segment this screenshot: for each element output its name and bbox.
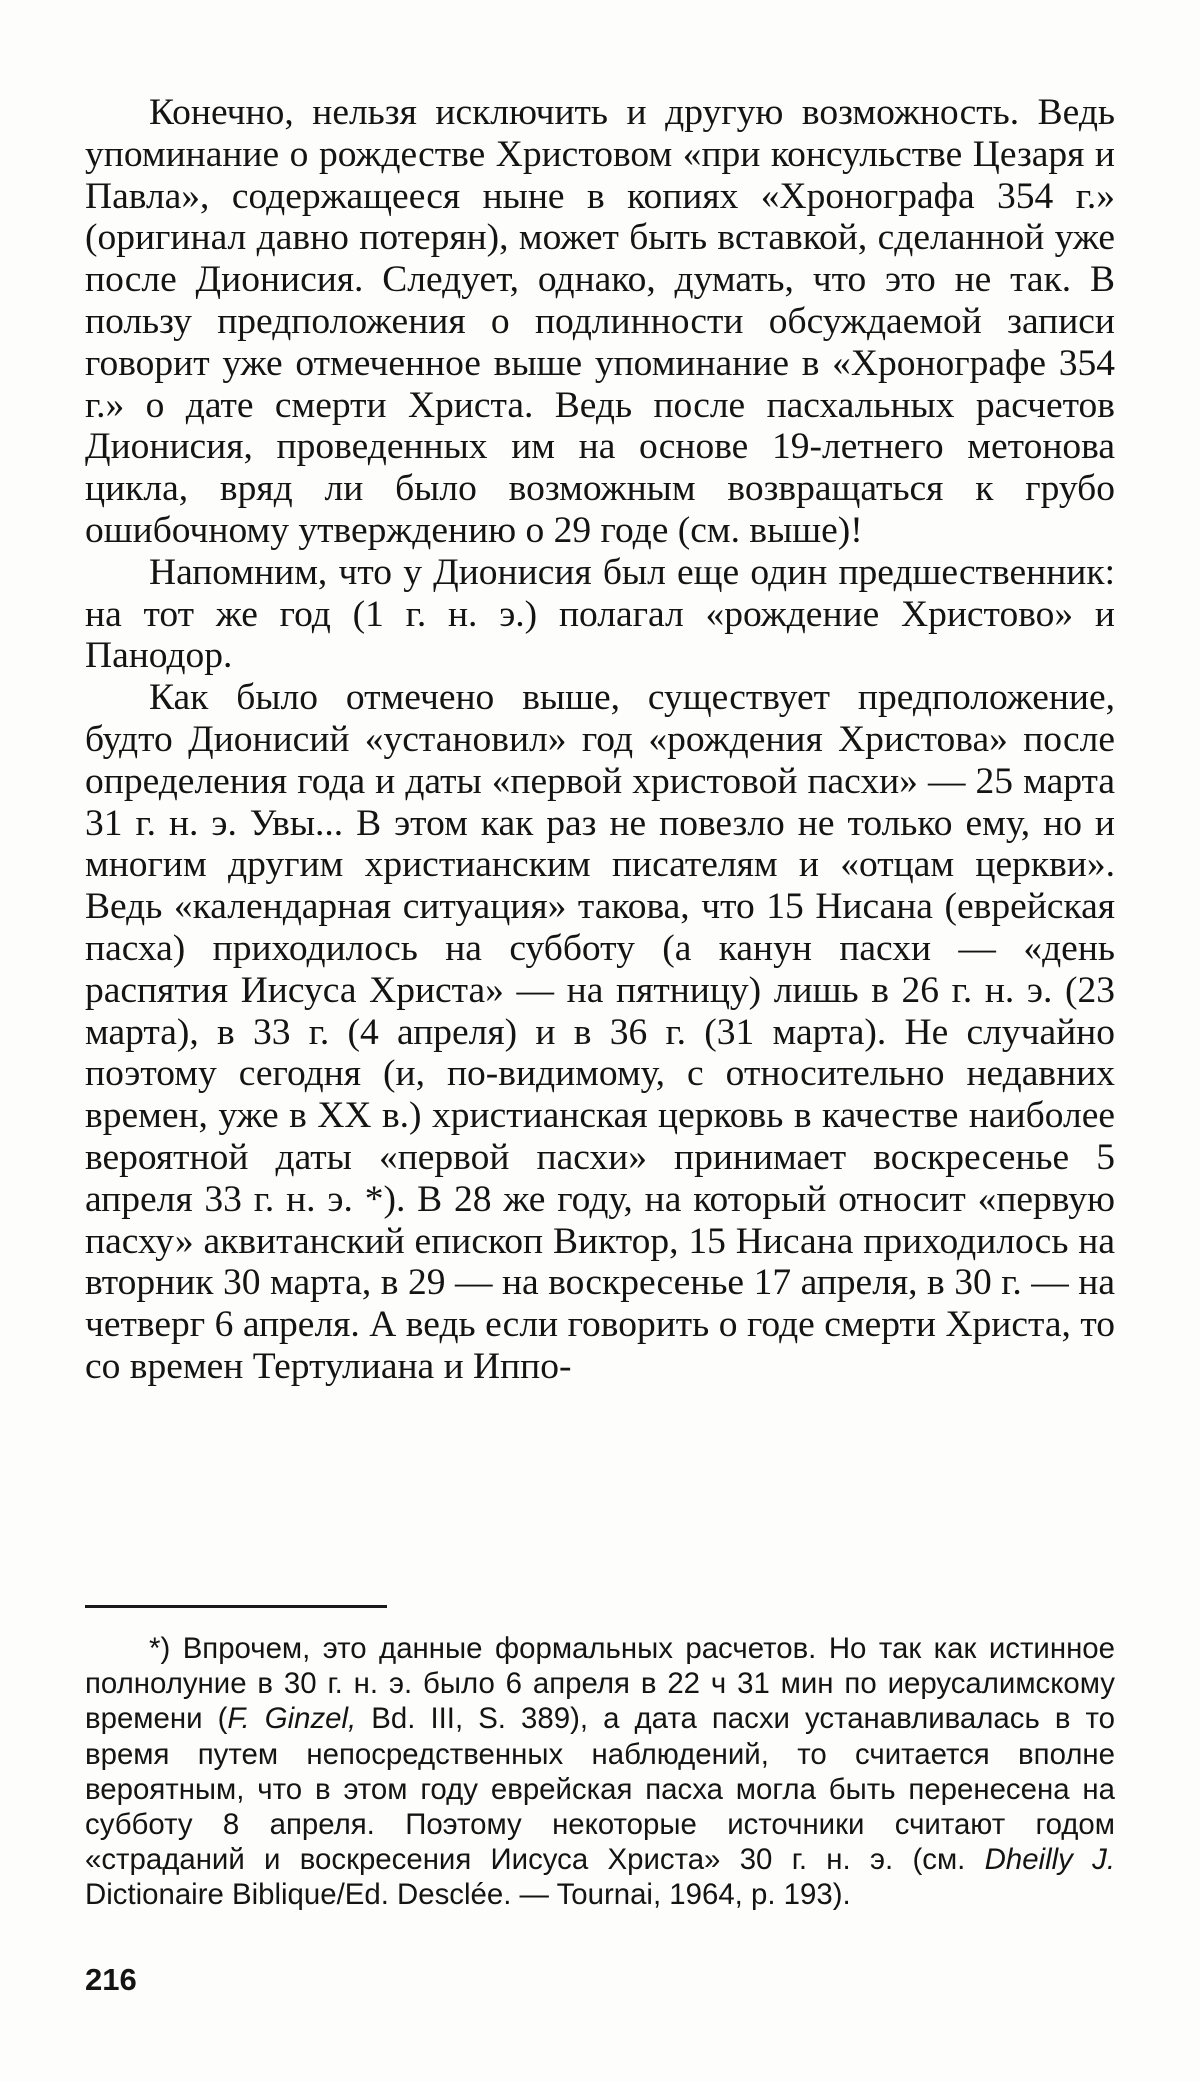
footnote-citation-author-2: Dheilly J. bbox=[984, 1843, 1115, 1877]
footnote-text-1: *) Впрочем, это данные формальных расчетов. Но так как истинное полнолуние в 30 г. н. э. было 6 апреля в 22 ч 31 мин по иерусалимскому времени ( bbox=[85, 1632, 1115, 1736]
page-number: 216 bbox=[85, 1962, 137, 1997]
footnote-text-2: Bd. III, S. 389), а дата пасхи устанавливалась в то время путем непосредственных наблюдений, то считается вполне вероятным, что в этом году еврейская пасха могла быть перенесена на субботу 8 апреля. Поэтому некоторые источники считают годом «страданий и воскресения Иисуса Христа» 30 г. н. э. (см. bbox=[85, 1702, 1115, 1877]
paragraph-1: Конечно, нельзя исключить и другую возможность. Ведь упоминание о рождестве Христовом «при консульстве Цезаря и Павла», содержащееся ныне в копиях «Хронографа 354 г.» (оригинал давно потерян), может быть вставкой, сделанной уже после Дионисия. Следует, однако, думать, что это не так. В пользу предположения о подлинности обсуждаемой записи говорит уже отмеченное выше упоминание в «Хронографе 354 г.» о дате смерти Христа. Ведь после пасхальных расчетов Дионисия, проведенных им на основе 19-летнего метонова цикла, вряд ли было возможным возвращаться к грубо ошибочному утверждению о 29 годе (см. выше)! bbox=[85, 92, 1115, 551]
main-text bbox=[85, 92, 1115, 1388]
footnote-citation-author-1: F. Ginzel, bbox=[227, 1702, 357, 1736]
footnote-text-3: Dictionaire Biblique/Ed. Desclée. — Tournai, 1964, p. 193). bbox=[85, 1878, 851, 1912]
paragraph-2: Напомним, что у Дионисия был еще один предшественник: на тот же год (1 г. н. э.) полагал «рождение Христово» и Панодор. bbox=[85, 551, 1115, 677]
footnote-separator bbox=[85, 1605, 387, 1608]
footnote bbox=[85, 1631, 1115, 1913]
paragraph-3: Как было отмечено выше, существует предположение, будто Дионисий «установил» год «рождения Христова» после определения года и даты «первой христовой пасхи» — 25 марта 31 г. н. э. Увы... В этом как раз не повезло не только ему, но и многим другим христианским писателям и «отцам церкви». Ведь «календарная ситуация» такова, что 15 Нисана (еврейская пасха) приходилось на субботу (а канун пасхи — «день распятия Иисуса Христа» — на пятницу) лишь в 26 г. н. э. (23 марта), в 33 г. (4 апреля) и в 36 г. (31 марта). Не случайно поэтому сегодня (и, по-видимому, с относительно недавних времен, уже в XX в.) христианская церковь в качестве наиболее вероятной даты «первой пасхи» принимает воскресенье 5 апреля 33 г. н. э. *). В 28 же году, на который относит «первую пасху» аквитанский епископ Виктор, 15 Нисана приходилось на вторник 30 марта, в 29 — на воскресенье 17 апреля, в 30 г. — на четверг 6 апреля. А ведь если говорить о годе смерти Христа, то со времен Тертулиана и Иппо- bbox=[85, 677, 1115, 1387]
